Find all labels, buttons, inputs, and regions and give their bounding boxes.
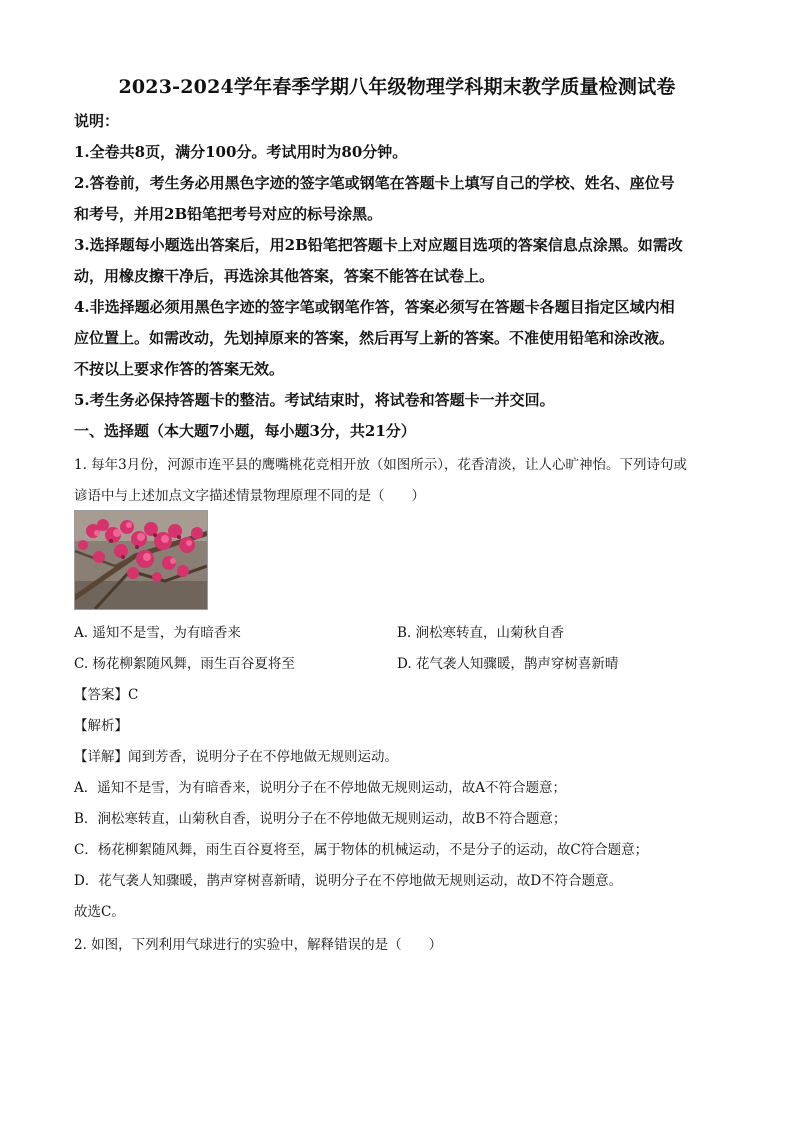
instruction-line: 2.答卷前，考生务必用黑色字迹的签字笔或钢笔在答题卡上填写自己的学校、姓名、座位号 bbox=[74, 174, 675, 192]
detail-line: B．涧松寒转直，山菊秋自香，说明分子在不停地做无规则运动，故B不符合题意； bbox=[74, 811, 567, 827]
instruction-line: 4.非选择题必须用黑色字迹的签字笔或钢笔作答，答案必须写在答题卡各题目指定区域内相 bbox=[74, 298, 675, 316]
instruction-line: 3.选择题每小题选出答案后，用2B铅笔把答题卡上对应题目选项的答案信息点涂黑。如需改 bbox=[74, 236, 683, 254]
peach-blossom-photo bbox=[74, 510, 208, 610]
detail-line: D．花气袭人知骤暖，鹊声穿树喜新晴，说明分子在不停地做无规则运动，故D不符合题意。 bbox=[74, 873, 623, 889]
instruction-line: 应位置上。如需改动，先划掉原来的答案，然后再写上新的答案。不准使用铅笔和涂改液。 bbox=[74, 329, 675, 347]
detail-line: C．杨花柳絮随风舞，雨生百谷夏将至，属于物体的机械运动，不是分子的运动，故C符合题意； bbox=[74, 842, 649, 858]
option-c: C. 杨花柳絮随风舞，雨生百谷夏将至 bbox=[74, 656, 295, 672]
instruction-line: 5.考生务必保持答题卡的整洁。考试结束时，将试卷和答题卡一并交回。 bbox=[74, 391, 555, 409]
instruction-line: 1.全卷共8页，满分100分。考试用时为80分钟。 bbox=[74, 143, 408, 161]
page-title: 2023-2024学年春季学期八年级物理学科期末教学质量检测试卷 bbox=[118, 76, 676, 98]
section-heading: 一、选择题（本大题7小题，每小题3分，共21分） bbox=[74, 422, 416, 440]
detail-line: 【详解】闻到芳香，说明分子在不停地做无规则运动。 bbox=[74, 749, 398, 765]
answer-label: 【答案】C bbox=[74, 687, 139, 703]
option-a: A. 遥知不是雪，为有暗香来 bbox=[74, 625, 241, 641]
option-d: D. 花气袭人知骤暖，鹊声穿树喜新晴 bbox=[397, 656, 619, 672]
instruction-line: 和考号，并用2B铅笔把考号对应的标号涂黑。 bbox=[74, 205, 383, 223]
instruction-line: 不按以上要求作答的答案无效。 bbox=[74, 360, 285, 378]
detail-line: 故选C。 bbox=[74, 904, 125, 920]
option-b: B. 涧松寒转直，山菊秋自香 bbox=[397, 625, 565, 641]
detail-line: A．遥知不是雪，为有暗香来，说明分子在不停地做无规则运动，故A不符合题意； bbox=[74, 780, 566, 796]
question-stem: 谚语中与上述加点文字描述情景物理原理不同的是（ ） bbox=[74, 488, 425, 504]
question-stem: 2. 如图，下列利用气球进行的实验中，解释错误的是（ ） bbox=[74, 937, 443, 953]
instruction-line: 动，用橡皮擦干净后，再选涂其他答案，答案不能答在试卷上。 bbox=[74, 267, 495, 285]
instructions-heading: 说明： bbox=[74, 112, 120, 130]
analysis-label: 【解析】 bbox=[74, 718, 128, 734]
question-stem: 1. 每年3月份，河源市连平县的鹰嘴桃花竞相开放（如图所示），花香清淡，让人心旷神怡。下列诗句或 bbox=[74, 457, 688, 473]
